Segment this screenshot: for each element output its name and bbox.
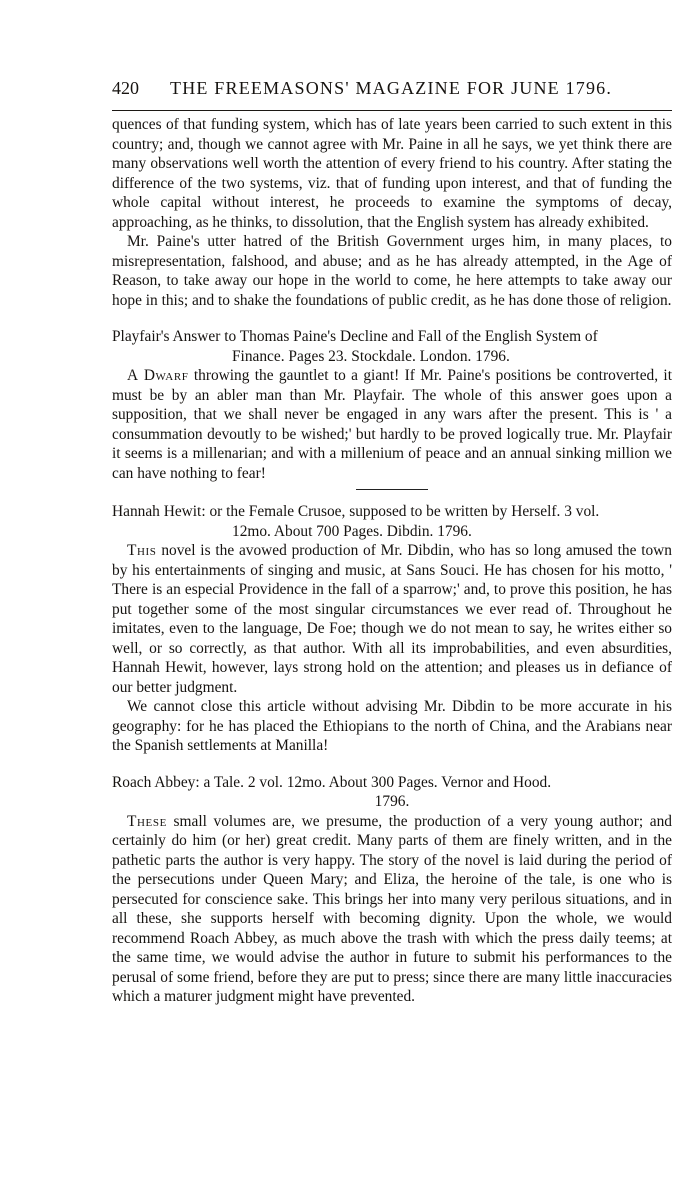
review-title-line-1: Playfair's Answer to Thomas Paine's Decline and Fall of the English System of — [112, 328, 598, 345]
review-title-line-2: Finance. Pages 23. Stockdale. London. 1796. — [232, 347, 510, 365]
review-playfair — [112, 327, 672, 483]
review-title-line-1: Hannah Hewit: or the Female Crusoe, supposed to be written by Herself. 3 vol. — [112, 503, 600, 520]
header-rule — [112, 110, 672, 111]
review-title-line-1: Roach Abbey: a Tale. 2 vol. 12mo. About 300 Pages. Vernor and Hood. — [112, 773, 552, 791]
running-title: THE FREEMASONS' MAGAZINE FOR JUNE 1796. — [170, 78, 613, 98]
review-text — [112, 541, 672, 697]
review-title-line-2: 1796. — [374, 793, 410, 810]
review-opening-word: These — [127, 812, 167, 830]
review-body: small volumes are, we presume, the production of a very young author; and certainly do him (or her) great credit. Many parts of them are finely written, and in the pathetic parts the author is very happy. The story of the novel is laid during the period of the persecutions under Queen Mary; and Eliza, the heroine of the tale, is one who is persecuted for conscience sake. This brings her into many very perilous situations, and in all these, she supports herself with becoming dignity. Upon the whole, we would recommend Roach Abbey, as much above the trash with which the press daily teems; at the same time, we would advise the author in future to submit his performances to the perusal of some friend, before they are put to press; since there are many little inaccuracies which a maturer judgment might have prevented. — [112, 812, 672, 1005]
review-title-line-2: 12mo. About 700 Pages. Dibdin. 1796. — [232, 522, 472, 540]
review-opening-word: This — [127, 542, 157, 559]
intro-paragraph-2: Mr. Paine's utter hatred of the British Government urges him, in many places, to misrepresentation, falshood, and abuse; and as he has already attempted, in the Age of Reason, to take away our hope in the world to come, he here attempts to take away our hope in this; and to shake the foundations of public credit, as he has done those of religion. — [112, 233, 672, 309]
review-paragraph-2: We cannot close this article without advising Mr. Dibdin to be more accurate in his geography: for he has placed the Ethiopians to the north of China, and the Arabians near the Spanish settlements at Manilla! — [112, 698, 672, 754]
review-text — [112, 366, 672, 483]
section-divider — [356, 489, 428, 490]
running-header — [112, 78, 672, 104]
review-title — [112, 327, 672, 366]
review-body: novel is the avowed production of Mr. Dibdin, who has so long amused the town by his entertainments of singing and music, at Sans Souci. He has chosen for his motto, ' There is an especial Providence in the fall of a sparrow;' and, to prove this position, he has put together some of the most singular circumstances we ever read of. Throughout he imitates, even to the language, De Foe; though we do not mean to say, he writes either so well, or so correctly, as that author. With all its improbabilities, and even absurdities, Hannah Hewit, however, lays strong hold on the attention; and pleases us in defiance of our better judgment. — [112, 542, 672, 696]
review-text — [112, 812, 672, 1007]
review-opening-word: A Dwarf — [127, 367, 189, 384]
review-title — [112, 502, 672, 541]
review-body: throwing the gauntlet to a giant! If Mr. Paine's positions be controverted, it must be by an abler man than Mr. Playfair. The whole of this answer goes upon a supposition, that we shall never be engaged in any wars after the present. This is ' a consummation devoutly to be wished;' but hardly to be proved logically true. Mr. Playfair it seems is a millenarian; and with a millenium of peace and an annual sinking million we can have nothing to fear! — [112, 367, 672, 482]
review-hannah-hewit — [112, 502, 672, 756]
review-roach-abbey — [112, 773, 672, 1007]
intro-paragraph-1: quences of that funding system, which has of late years been carried to such extent in this country; and, though we cannot agree with Mr. Paine in all he says, we yet think there are many observations well worth the attention of every friend to his country. After stating the difference of the two systems, viz. that of funding upon interest, and that of funding the whole capital without interest, he proceeds to examine the symptoms of decay, approaching, as he thinks, to dissolution, that the English system has already exhibited. — [112, 116, 672, 231]
page-body — [112, 115, 672, 1007]
review-title — [112, 773, 672, 812]
page-number: 420 — [112, 78, 139, 98]
